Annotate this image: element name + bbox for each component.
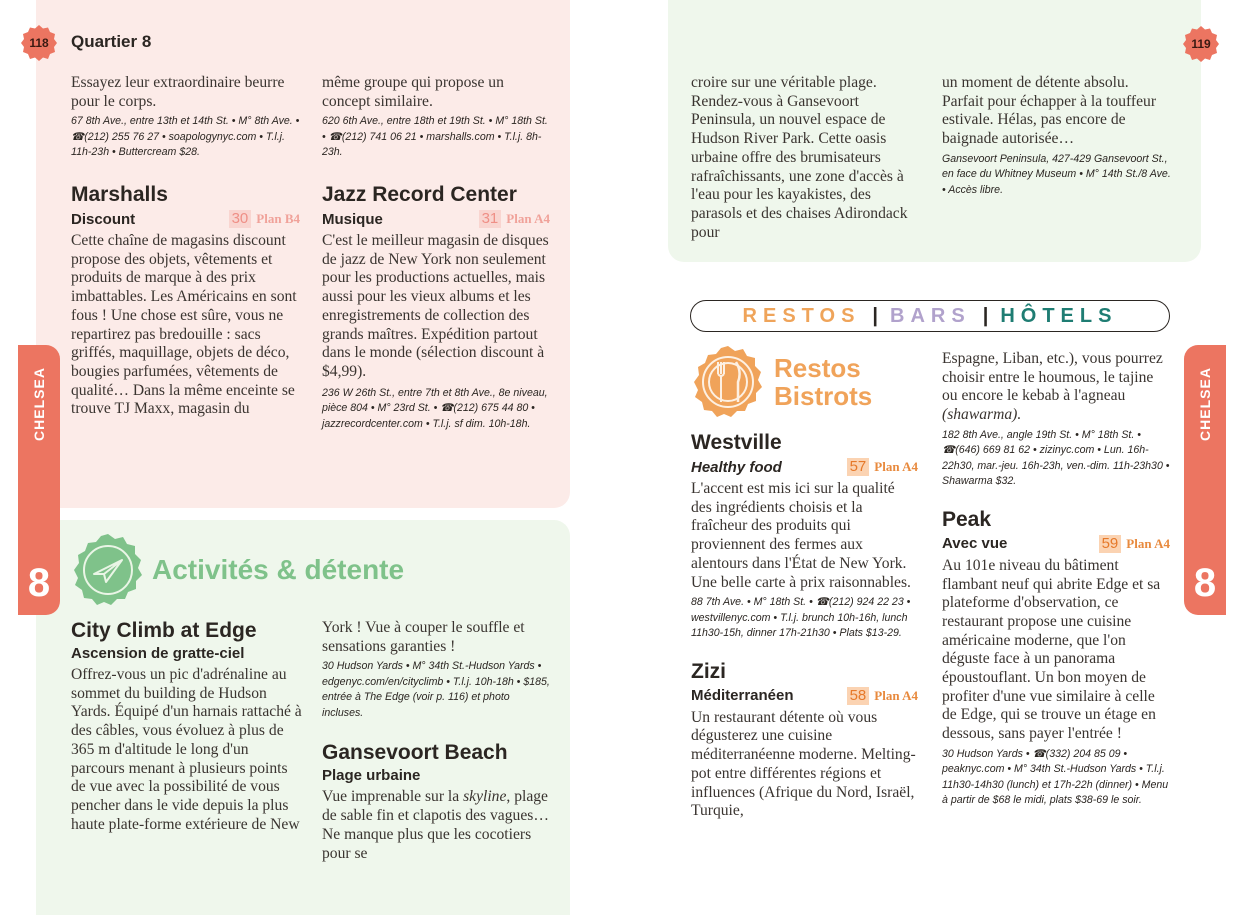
section-heading-restos (690, 344, 872, 420)
map-marker-number: 57 (847, 458, 870, 476)
map-reference (479, 210, 550, 228)
entry-category: Musique (322, 210, 383, 228)
page-number-badge-left (20, 24, 58, 62)
category-separator: | (872, 304, 879, 327)
entry-name: Westville (691, 431, 782, 454)
map-reference (229, 210, 300, 228)
entry-category: Discount (71, 210, 136, 228)
entry-category: Healthy food (691, 458, 782, 476)
left-col2-bottom (322, 619, 552, 863)
map-marker-number: 30 (229, 210, 252, 228)
map-reference (847, 687, 918, 705)
map-marker-number: 31 (479, 210, 502, 228)
practical-info: 30 Hudson Yards • ☎(332) 204 85 09 • peaknyc.com • M° 34th St.-Hudson Yards • T.l.j. 11h30-14h30 (lunch) et 17h-22h (dinner) • Menu à partir de $68 le midi, plats $38-69 le soir. (942, 747, 1169, 807)
map-marker-number: 59 (1099, 535, 1122, 553)
right-col2-bottom (942, 350, 1170, 809)
left-col1-top (71, 74, 301, 161)
entry-jazz-record-center (322, 183, 550, 432)
body-text: Essayez leur extraordinaire beurre pour le corps. (71, 74, 285, 110)
entry-description: Au 101e niveau du bâtiment flambant neuf qui abrite Edge et sa plateforme d'observation, ce restaurant propose une cuisine américaine moderne, que l'on déguste face à un panorama époustouflant. Un bon moyen de profiter d'une vue similaire à celle de Edge, qui se trouve un étage en dessous, sans payer l'entrée ! (942, 556, 1161, 743)
practical-info: 182 8th Ave., angle 19th St. • M° 18th St. • ☎(646) 669 81 62 • zizinyc.com • Lun. 16h-22h30, mar.-jeu. 16h-23h, ven.-dim. 11h-23h30 • Shawarma $32. (942, 428, 1170, 488)
entry-description: Un restaurant détente où vous dégusterez une cuisine méditerranéenne moderne. Melting-pot entre différentes régions et influences (Afrique du Nord, Israël, Turquie, (691, 708, 916, 820)
page-number-badge-right (1182, 25, 1220, 63)
category-restos: RESTOS (742, 304, 861, 327)
entry-category: Ascension de gratte-ciel (71, 645, 245, 662)
entry-description-continued: croire sur une véritable plage. Rendez-vous à Gansevoort Peninsula, un nouvel espace de Hudson River Park. Cette oasis urbaine offre des brumisateurs rafraîchissants, une zone d'accès à l'eau pour les kayakistes, des parasols et des chaises Adirondack pour (691, 74, 908, 241)
practical-info: 236 W 26th St., entre 7th et 8th Ave., 8e niveau, pièce 804 • M° 23rd St. • ☎(212) 675 44 80 • jazzrecordcenter.com • T.l.j. sf dim. 10h-18h. (322, 386, 548, 430)
entry-city-climb (71, 619, 303, 834)
right-col1-top (691, 74, 923, 242)
entry-gansevoort-beach (322, 741, 552, 863)
entry-westville (691, 431, 918, 642)
text-run-italic: skyline (463, 788, 507, 806)
plate-fork-knife-icon (690, 344, 766, 420)
entry-description (322, 788, 552, 863)
chapter-tab-number: 8 (27, 561, 51, 605)
chapter-tab-right (1184, 345, 1226, 615)
practical-info: 30 Hudson Yards • M° 34th St.-Hudson Yards • edgenyc.com/en/cityclimb • T.l.j. 10h-18h • $185, entrée à The Edge (voir p. 116) et photo incluses. (322, 660, 550, 719)
entry-description-continued (942, 350, 1170, 425)
text-run: Espagne, Liban, etc.), vous pourrez choisir entre le houmous, le tajine ou encore le kebab à l'agneau (942, 350, 1163, 405)
map-reference (847, 458, 918, 476)
entry-description: L'accent est mis ici sur la qualité des ingrédients choisis et la fraîcheur des produits qui proviennent des fermes aux alentours dans l'État de New York. Une belle carte à prix raisonnables. (691, 480, 911, 591)
chapter-tab-left (18, 345, 60, 615)
entry-category: Avec vue (942, 535, 1008, 553)
text-run: , plage de sable fin et clapotis des vagues… Ne manque plus que les cocotiers pour se (322, 788, 549, 862)
text-run: Vue imprenable sur la (322, 788, 464, 806)
entry-description: C'est le meilleur magasin de disques de jazz de New York non seulement pour les productions actuelles, mais aussi pour les vieux albums et les enregistrements de collection des grands maîtres. Expédition partout dans le monde (sélection discount à $4,99). (322, 232, 549, 380)
entry-name: City Climb at Edge (71, 619, 257, 642)
chapter-tab-number: 8 (1193, 561, 1217, 605)
map-plan-label: Plan A4 (506, 211, 550, 226)
chapter-tab-label: CHELSEA (31, 367, 47, 441)
text-run-italic: (shawarma). (942, 406, 1022, 424)
entry-description: Offrez-vous un pic d'adrénaline au sommet du building de Hudson Yards. Équipé d'un harnais rattaché à des câbles, vous évoluez à plus de 365 m d'altitude le long d'un parcours menant à plusieurs points de vue avec la possibilité de vous pencher dans le vide depuis la plus haute plate-forme extérieure de New (71, 666, 302, 833)
category-hotels: HÔTELS (1000, 304, 1118, 327)
running-header: Quartier 8 (71, 32, 152, 51)
right-col2-top (942, 74, 1172, 198)
map-plan-label: Plan A4 (874, 687, 918, 703)
entry-name: Marshalls (71, 183, 168, 206)
body-text: même groupe qui propose un concept similaire. (322, 74, 504, 110)
practical-info: 620 6th Ave., entre 18th et 19th St. • M° 18th St. • ☎(212) 741 06 21 • marshalls.com • T.l.j. 8h-23h. (322, 115, 548, 159)
section-title-line1: Restos (774, 353, 861, 383)
left-col2-top (322, 74, 552, 161)
practical-info: 67 8th Ave., entre 13th et 14th St. • M° 8th Ave. • ☎(212) 255 76 27 • soapologynyc.com • T.l.j. 11h-23h • Buttercream $28. (71, 115, 300, 159)
entry-name: Gansevoort Beach (322, 741, 508, 765)
right-col1-bottom (691, 431, 918, 821)
map-plan-label: Plan A4 (874, 459, 918, 474)
map-reference (1099, 535, 1170, 553)
entry-description-continued: un moment de détente absolu. Parfait pour échapper à la touffeur estivale. Hélas, pas encore de baignade autorisée… (942, 74, 1157, 148)
chapter-tab-label: CHELSEA (1197, 367, 1213, 441)
category-bars: BARS (890, 304, 971, 327)
page-number: 118 (29, 36, 49, 50)
page-number: 119 (1191, 37, 1211, 51)
category-bar (690, 300, 1170, 332)
section-heading-activities (70, 532, 404, 608)
map-plan-label: Plan B4 (256, 211, 300, 226)
entry-marshalls (71, 183, 300, 419)
entry-peak (942, 508, 1170, 809)
entry-name: Jazz Record Center (322, 183, 517, 206)
section-title-line2: Bistrots (774, 381, 873, 411)
section-title: Activités & détente (152, 554, 405, 585)
entry-category: Plage urbaine (322, 767, 421, 785)
section-title (766, 354, 872, 410)
map-marker-number: 58 (847, 687, 870, 705)
paper-plane-icon (70, 532, 146, 608)
entry-name: Zizi (691, 659, 726, 683)
category-separator: | (982, 304, 989, 327)
entry-category: Méditerranéen (691, 687, 794, 705)
entry-description: Cette chaîne de magasins discount propose des objets, vêtements et produits de marque à des prix imbattables. Les Américains en sont fous ! Une chose est sûre, vous ne repartirez pas bredouille : sacs griffés, maquillage, objets de déco, bougies parfumées, vêtements de qualité… Dans la même enceinte se trouve TJ Maxx, magasin du (71, 232, 297, 418)
entry-description-continued: York ! Vue à couper le souffle et sensations garanties ! (322, 619, 525, 655)
practical-info: Gansevoort Peninsula, 427-429 Gansevoort St., en face du Whitney Museum • M° 14th St./8 Ave. • Accès libre. (942, 152, 1171, 196)
entry-name: Peak (942, 507, 992, 531)
map-plan-label: Plan A4 (1126, 535, 1170, 551)
entry-zizi (691, 660, 918, 821)
practical-info: 88 7th Ave. • M° 18th St. • ☎(212) 924 22 23 • westvillenyc.com • T.l.j. brunch 10h-16h, lunch 11h30-15h, dinner 17h-21h30 • Plats $13-29. (691, 596, 911, 640)
